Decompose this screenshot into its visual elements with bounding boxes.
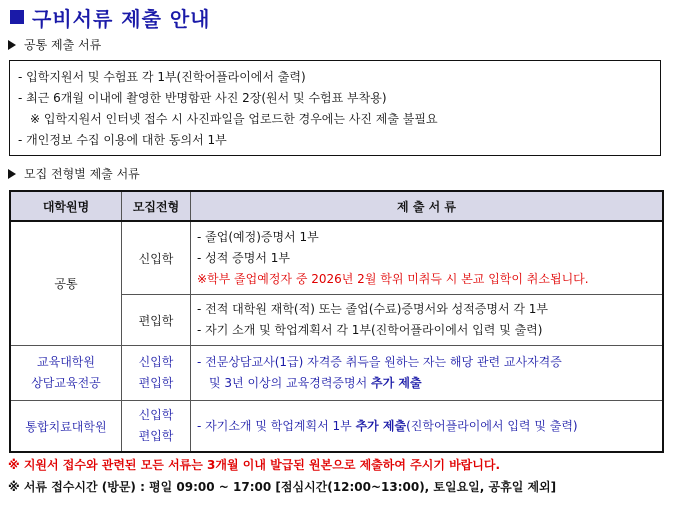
common-doc-item: - 입학지원서 및 수험표 각 1부(진학어플라이에서 출력) — [18, 70, 306, 84]
docs-cell — [191, 401, 664, 453]
common-docs-box — [9, 60, 661, 156]
school-common: 공통 — [10, 221, 122, 346]
table-row — [10, 401, 663, 453]
school-major: 상담교육전공 — [31, 376, 101, 390]
doc-text: - 자기소개 및 학업계획서 1부 — [197, 418, 356, 433]
doc-line: - 성적 증명서 1부 — [197, 250, 290, 265]
section-admission-heading — [8, 165, 140, 182]
page-title-text: 구비서류 제출 안내 — [32, 6, 211, 31]
school-therapy: 통합치료대학원 — [10, 401, 122, 453]
additional-submit-label: 추가 제출 — [371, 376, 422, 390]
footer-notice-hours: ※ 서류 접수시간 (방문) : 평일 09:00 ~ 17:00 [점심시간(12:00~13:00), 토일요일, 공휴일 제외] — [8, 480, 557, 494]
section-admission-label: 모집 전형별 제출 서류 — [24, 167, 140, 181]
table-header-row — [10, 191, 663, 221]
docs-cell — [191, 221, 664, 295]
table-row — [10, 221, 663, 295]
admission-transfer: 편입학 — [138, 376, 174, 390]
common-doc-item: - 최근 6개월 이내에 촬영한 반명함판 사진 2장(원서 및 수험표 부착용) — [18, 91, 387, 105]
doc-line: - 전적 대학원 재학(적) 또는 졸업(수료)증명서와 성적증명서 각 1부 — [197, 302, 549, 316]
section-common-label: 공통 제출 서류 — [24, 38, 102, 52]
admission-transfer: 편입학 — [138, 429, 174, 443]
header-school: 대학원명 — [10, 191, 122, 221]
doc-line — [197, 373, 656, 394]
square-bullet-icon — [10, 10, 24, 24]
additional-submit-label: 추가 제출 — [355, 418, 407, 433]
school-name: 교육대학원 — [37, 355, 95, 369]
common-doc-note: ※ 입학지원서 인터넷 접수 시 사진파일을 업로드한 경우에는 사진 제출 불필요 — [30, 112, 438, 126]
school-education — [10, 346, 122, 401]
doc-text: (진학어플라이에서 입력 및 출력) — [406, 418, 578, 433]
doc-line: - 졸업(예정)증명서 1부 — [197, 229, 319, 244]
warning-line: ※학부 졸업예정자 중 2026년 2월 학위 미취득 시 본교 입학이 취소됩니다. — [197, 271, 589, 286]
admission-new: 신입학 — [138, 408, 174, 422]
doc-text: 및 3년 이상의 교육경력증명서 — [209, 376, 371, 390]
admission-new: 신입학 — [138, 355, 174, 369]
common-doc-item: - 개인정보 수집 이용에 대한 동의서 1부 — [18, 133, 227, 147]
header-admission: 모집전형 — [122, 191, 191, 221]
admission-types — [122, 401, 191, 453]
footer-notice-original-docs: ※ 지원서 접수와 관련된 모든 서류는 3개월 이내 발급된 원본으로 제출하여 주시기 바랍니다. — [8, 458, 501, 472]
triangle-bullet-icon — [8, 40, 16, 50]
doc-line: - 자기 소개 및 학업계획서 각 1부(진학어플라이에서 입력 및 출력) — [197, 323, 543, 337]
admission-transfer: 편입학 — [122, 295, 191, 346]
header-documents: 제 출 서 류 — [191, 191, 664, 221]
admission-docs-table — [9, 190, 664, 453]
docs-cell — [191, 295, 664, 346]
triangle-bullet-icon — [8, 169, 16, 179]
page-title — [8, 2, 211, 32]
admission-types — [122, 346, 191, 401]
admission-new: 신입학 — [122, 221, 191, 295]
doc-line: - 전문상담교사(1급) 자격증 취득을 원하는 자는 해당 관련 교사자격증 — [197, 355, 562, 369]
table-row — [10, 346, 663, 401]
section-common-heading — [8, 36, 101, 53]
docs-cell — [191, 346, 664, 401]
